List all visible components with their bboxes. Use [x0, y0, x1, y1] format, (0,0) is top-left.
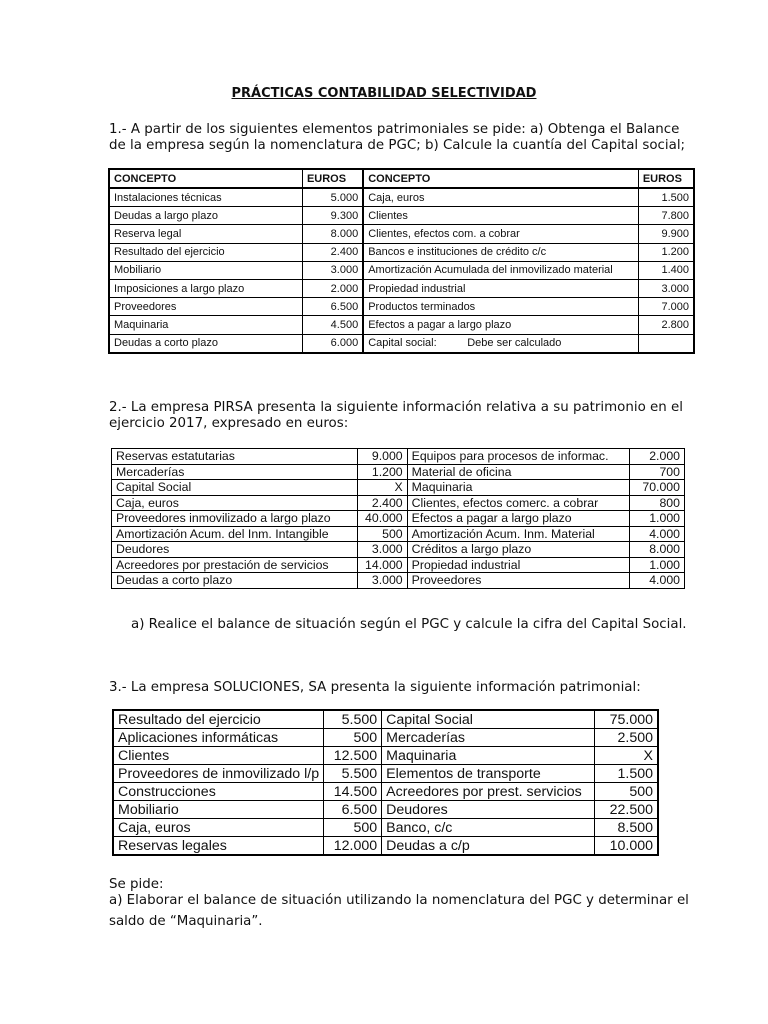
amount-cell: 3.000 [302, 261, 363, 279]
amount-cell: 70.000 [630, 480, 685, 496]
concept-cell: Proveedores [109, 298, 302, 316]
amount-cell: 1.500 [638, 188, 694, 207]
amount-cell: X [594, 747, 658, 765]
table-row [113, 783, 658, 801]
concept-cell: Amortización Acumulada del inmovilizado material [363, 261, 638, 279]
concept-cell: Resultado del ejercicio [113, 710, 324, 729]
amount-cell: 4.000 [630, 526, 685, 542]
table-row [113, 819, 658, 837]
concept-cell: Mercaderías [112, 464, 358, 480]
table-row [109, 207, 694, 225]
concept-cell: Caja, euros [112, 495, 358, 511]
amount-cell: 10.000 [594, 837, 658, 856]
amount-cell: 2.000 [302, 279, 363, 297]
table-row [109, 279, 694, 297]
amount-cell: 6.000 [302, 334, 363, 353]
concept-cell: Clientes [113, 747, 324, 765]
amount-cell: 8.000 [302, 225, 363, 243]
amount-cell: 5.500 [324, 710, 382, 729]
amount-cell: 12.500 [324, 747, 382, 765]
concept-cell: Clientes [363, 207, 638, 225]
ex3-se-pide: Se pide: [109, 877, 164, 892]
concept-cell: Mercaderías [382, 729, 595, 747]
header-euros: EUROS [302, 169, 363, 188]
table-row [112, 511, 685, 527]
amount-cell: 500 [357, 526, 407, 542]
concept-cell: Amortización Acum. del Inm. Intangible [112, 526, 358, 542]
table-row [113, 765, 658, 783]
amount-cell: 9.900 [638, 225, 694, 243]
concept-cell: Deudas a largo plazo [109, 207, 302, 225]
page-title-text: PRÁCTICAS CONTABILIDAD SELECTIVIDAD [231, 86, 537, 101]
table-row [109, 334, 694, 353]
amount-cell: 2.000 [630, 449, 685, 465]
concept-cell: Capital social: Debe ser calculado [363, 334, 638, 353]
amount-cell: 8.000 [630, 542, 685, 558]
amount-cell: 500 [594, 783, 658, 801]
concept-cell: Efectos a pagar a largo plazo [363, 316, 638, 334]
concept-cell: Propiedad industrial [407, 557, 629, 573]
table-row [109, 225, 694, 243]
concept-cell: Mobiliario [109, 261, 302, 279]
concept-cell: Bancos e instituciones de crédito c/c [363, 243, 638, 261]
table-row [112, 573, 685, 589]
concept-cell: Caja, euros [113, 819, 324, 837]
amount-cell: 14.000 [357, 557, 407, 573]
table-row [109, 243, 694, 261]
amount-cell: 1.500 [594, 765, 658, 783]
amount-cell: 12.000 [324, 837, 382, 856]
concept-cell: Maquinaria [109, 316, 302, 334]
amount-cell: 3.000 [357, 542, 407, 558]
ex2-statement-line1: 2.- La empresa PIRSA presenta la siguiente información relativa a su patrimonio en el [109, 400, 683, 415]
amount-cell: 1.200 [357, 464, 407, 480]
concept-cell: Deudas a corto plazo [109, 334, 302, 353]
ex2-question: a) Realice el balance de situación según el PGC y calcule la cifra del Capital Social. [131, 617, 687, 632]
amount-cell: 75.000 [594, 710, 658, 729]
table-row [112, 449, 685, 465]
amount-cell: X [357, 480, 407, 496]
table-row [113, 729, 658, 747]
concept-cell: Proveedores inmovilizado a largo plazo [112, 511, 358, 527]
amount-cell: 5.000 [302, 188, 363, 207]
amount-cell: 800 [630, 495, 685, 511]
header-concepto: CONCEPTO [363, 169, 638, 188]
concept-cell: Maquinaria [382, 747, 595, 765]
concept-cell: Aplicaciones informáticas [113, 729, 324, 747]
amount-cell: 3.000 [638, 279, 694, 297]
amount-cell: 14.500 [324, 783, 382, 801]
concept-cell: Propiedad industrial [363, 279, 638, 297]
amount-cell: 700 [630, 464, 685, 480]
amount-cell: 9.000 [357, 449, 407, 465]
table-row [109, 298, 694, 316]
amount-cell: 8.500 [594, 819, 658, 837]
table-row [109, 261, 694, 279]
amount-cell: 40.000 [357, 511, 407, 527]
amount-cell: 2.400 [357, 495, 407, 511]
table-row [109, 316, 694, 334]
amount-cell: 2.500 [594, 729, 658, 747]
concept-cell: Equipos para procesos de informac. [407, 449, 629, 465]
amount-cell: 500 [324, 729, 382, 747]
concept-cell: Reserva legal [109, 225, 302, 243]
ex3-question-line1: a) Elaborar el balance de situación utilizando la nomenclatura del PGC y determinar el [109, 893, 689, 908]
amount-cell: 4.500 [302, 316, 363, 334]
table-row [112, 464, 685, 480]
concept-cell: Reservas estatutarias [112, 449, 358, 465]
page-title [0, 86, 768, 101]
concept-cell: Instalaciones técnicas [109, 188, 302, 207]
concept-cell: Banco, c/c [382, 819, 595, 837]
concept-cell: Mobiliario [113, 801, 324, 819]
concept-cell: Efectos a pagar a largo plazo [407, 511, 629, 527]
table-row [113, 710, 658, 729]
concept-cell: Caja, euros [363, 188, 638, 207]
concept-cell: Acreedores por prest. servicios [382, 783, 595, 801]
concept-cell: Amortización Acum. Inm. Material [407, 526, 629, 542]
concept-cell: Proveedores [407, 573, 629, 589]
table-row [112, 542, 685, 558]
ex2-statement-line2: ejercicio 2017, expresado en euros: [109, 416, 349, 431]
concept-cell: Clientes, efectos com. a cobrar [363, 225, 638, 243]
table-row [112, 495, 685, 511]
amount-cell: 1.000 [630, 511, 685, 527]
concept-cell: Créditos a largo plazo [407, 542, 629, 558]
concept-cell: Imposiciones a largo plazo [109, 279, 302, 297]
concept-cell: Maquinaria [407, 480, 629, 496]
ex2-table [111, 448, 685, 589]
ex3-question-line2: saldo de “Maquinaria”. [109, 914, 263, 929]
concept-cell: Deudores [382, 801, 595, 819]
amount-cell: 4.000 [630, 573, 685, 589]
table-header-row [109, 169, 694, 188]
concept-cell: Reservas legales [113, 837, 324, 856]
amount-cell: 5.500 [324, 765, 382, 783]
amount-cell: 1.000 [630, 557, 685, 573]
concept-cell: Productos terminados [363, 298, 638, 316]
ex1-statement-line2: de la empresa según la nomenclatura de PGC; b) Calcule la cuantía del Capital social; [109, 138, 686, 153]
concept-cell: Resultado del ejercicio [109, 243, 302, 261]
table-row [109, 188, 694, 207]
amount-cell: 6.500 [324, 801, 382, 819]
ex3-table [112, 709, 659, 856]
concept-cell: Elementos de transporte [382, 765, 595, 783]
amount-cell: 22.500 [594, 801, 658, 819]
amount-cell: 7.800 [638, 207, 694, 225]
amount-cell: 9.300 [302, 207, 363, 225]
amount-cell: 2.400 [302, 243, 363, 261]
amount-cell [638, 334, 694, 353]
table-row [112, 480, 685, 496]
amount-cell: 500 [324, 819, 382, 837]
table-row [113, 801, 658, 819]
concept-cell: Deudas a c/p [382, 837, 595, 856]
amount-cell: 1.400 [638, 261, 694, 279]
concept-cell: Deudores [112, 542, 358, 558]
concept-cell: Deudas a corto plazo [112, 573, 358, 589]
concept-cell: Capital Social [382, 710, 595, 729]
table-row [112, 526, 685, 542]
amount-cell: 3.000 [357, 573, 407, 589]
concept-cell: Construcciones [113, 783, 324, 801]
concept-cell: Material de oficina [407, 464, 629, 480]
header-concepto: CONCEPTO [109, 169, 302, 188]
concept-cell: Proveedores de inmovilizado l/p [113, 765, 324, 783]
header-euros: EUROS [638, 169, 694, 188]
concept-cell: Capital Social [112, 480, 358, 496]
concept-cell: Acreedores por prestación de servicios [112, 557, 358, 573]
amount-cell: 7.000 [638, 298, 694, 316]
ex3-statement: 3.- La empresa SOLUCIONES, SA presenta la siguiente información patrimonial: [109, 680, 641, 695]
amount-cell: 2.800 [638, 316, 694, 334]
amount-cell: 6.500 [302, 298, 363, 316]
table-row [113, 747, 658, 765]
table-row [113, 837, 658, 856]
amount-cell: 1.200 [638, 243, 694, 261]
ex1-statement-line1: 1.- A partir de los siguientes elementos patrimoniales se pide: a) Obtenga el Balance [109, 122, 680, 137]
table-row [112, 557, 685, 573]
ex1-table [108, 168, 695, 354]
concept-cell: Clientes, efectos comerc. a cobrar [407, 495, 629, 511]
